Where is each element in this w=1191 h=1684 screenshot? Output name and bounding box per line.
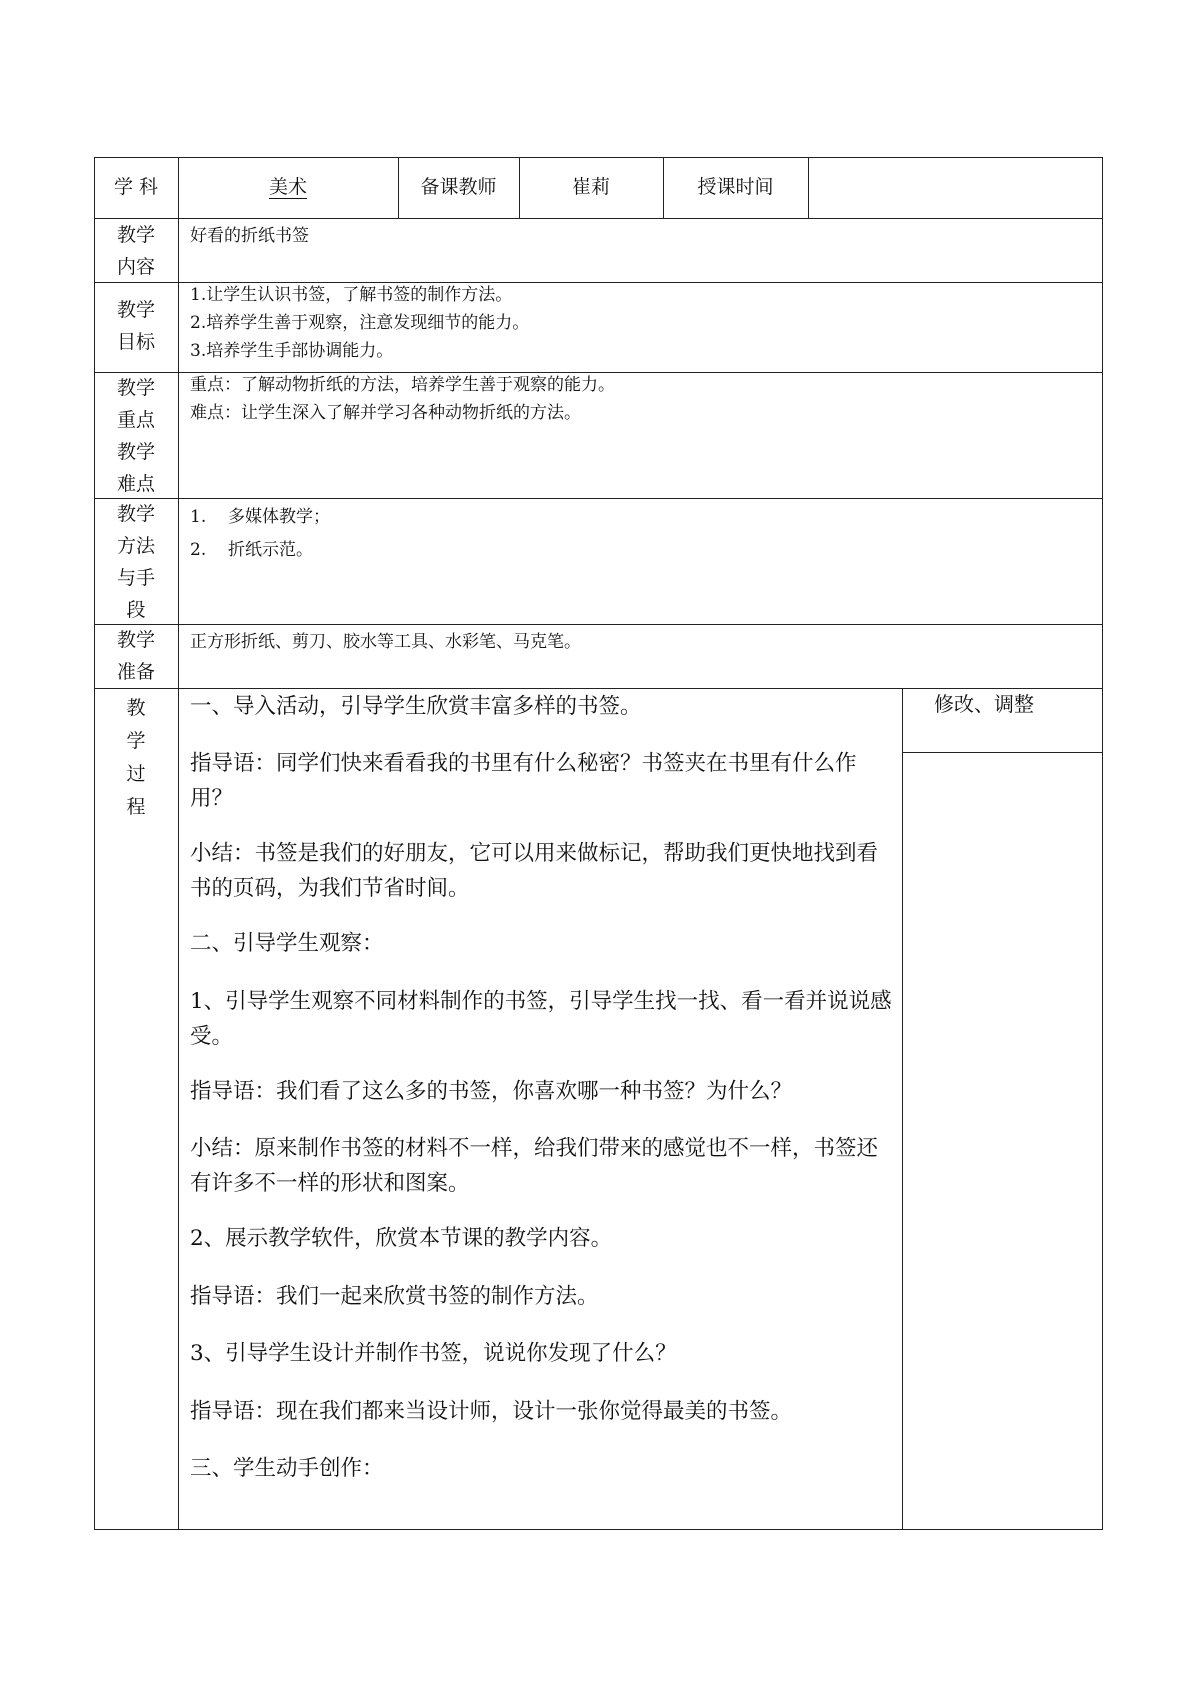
table-border-bottom xyxy=(94,1529,1103,1530)
label-line: 教学 xyxy=(116,299,155,321)
label-line: 学 xyxy=(126,730,146,752)
label-line: 教学 xyxy=(116,224,155,246)
table-border-left xyxy=(94,157,95,1530)
teacher-value: 崔莉 xyxy=(571,176,610,198)
keypoint-item: 难点：让学生深入了解并学习各种动物折纸的方法。 xyxy=(190,403,581,423)
methods-label xyxy=(94,498,178,626)
process-paragraph: 指导语：现在我们都来当设计师，设计一张你觉得最美的书签。 xyxy=(190,1399,793,1424)
process-paragraph: 1、引导学生观察不同材料制作的书签，引导学生找一找、看一看并说说感受。 xyxy=(190,989,892,1049)
goal-item: 1.让学生认识书签，了解书签的制作方法。 xyxy=(190,285,513,305)
label-line: 方法 xyxy=(116,535,155,557)
content-label xyxy=(94,219,178,283)
method-item xyxy=(190,534,330,567)
process-label xyxy=(94,692,178,824)
process-paragraph: 2、展示教学软件，欣赏本节课的教学内容。 xyxy=(190,1226,613,1251)
label-line: 与手 xyxy=(116,567,155,589)
goals-list xyxy=(190,281,529,365)
label-line: 教 xyxy=(126,697,146,719)
side-header: 修改、调整 xyxy=(934,692,1034,716)
table-line xyxy=(94,218,1103,219)
table-line xyxy=(94,624,1103,625)
label-line: 目标 xyxy=(116,331,155,353)
process-paragraph: 指导语：我们看了这么多的书签，你喜欢哪一种书签？为什么？ xyxy=(190,1079,793,1104)
goal-item: 2.培养学生善于观察，注意发现细节的能力。 xyxy=(190,313,530,333)
process-paragraph: 小结：原来制作书签的材料不一样，给我们带来的感觉也不一样，书签还有许多不一样的形状和图案。 xyxy=(190,1136,879,1196)
process-paragraph: 3、引导学生设计并制作书签，说说你发现了什么？ xyxy=(190,1341,677,1366)
method-text: 多媒体教学； xyxy=(228,507,330,527)
prep-text: 正方形折纸、剪刀、胶水等工具、水彩笔、马克笔。 xyxy=(190,632,581,652)
process-paragraph: 指导语：我们一起来欣赏书签的制作方法。 xyxy=(190,1284,599,1309)
process-paragraph: 三、学生动手创作： xyxy=(190,1456,384,1481)
teacher-label: 备课教师 xyxy=(420,176,497,198)
method-number: 1. xyxy=(190,507,207,527)
label-line: 教学 xyxy=(116,441,155,463)
label-line: 段 xyxy=(126,599,146,621)
keypoints-label xyxy=(94,372,178,500)
label-line: 教学 xyxy=(116,629,155,651)
keypoint-item: 重点：了解动物折纸的方法，培养学生善于观察的能力。 xyxy=(190,375,615,395)
table-line xyxy=(94,498,1103,499)
label-line: 重点 xyxy=(116,409,155,431)
process-paragraph: 小结：书签是我们的好朋友，它可以用来做标记，帮助我们更快地找到看书的页码，为我们节省时间。 xyxy=(190,841,879,901)
label-line: 难点 xyxy=(116,473,155,495)
methods-list xyxy=(190,501,330,567)
method-text: 折纸示范。 xyxy=(228,540,313,560)
process-paragraph: 指导语：同学们快来看看我的书里有什么秘密？书签夹在书里有什么作用？ xyxy=(190,751,857,811)
time-label: 授课时间 xyxy=(697,176,774,198)
method-number: 2. xyxy=(190,540,207,560)
prep-label xyxy=(94,624,178,688)
process-paragraph: 二、引导学生观察： xyxy=(190,931,384,956)
side-column-line xyxy=(902,688,903,1530)
label-line: 内容 xyxy=(116,256,155,278)
method-item xyxy=(190,501,330,534)
goal-item: 3.培养学生手部协调能力。 xyxy=(190,341,394,361)
label-line: 准备 xyxy=(116,661,155,683)
side-header-line xyxy=(902,752,1103,753)
header-cell-line xyxy=(808,157,809,218)
label-line: 程 xyxy=(126,796,146,818)
label-line: 教学 xyxy=(116,377,155,399)
process-paragraph: 一、导入活动，引导学生欣赏丰富多样的书签。 xyxy=(190,694,642,719)
table-border-right xyxy=(1102,157,1103,1530)
label-line: 过 xyxy=(126,763,146,785)
keypoints-list xyxy=(190,371,615,427)
goals-label xyxy=(94,294,178,358)
table-border-top xyxy=(94,157,1103,158)
content-text: 好看的折纸书签 xyxy=(190,226,309,246)
label-line: 教学 xyxy=(116,503,155,525)
label-column-line xyxy=(178,157,179,1530)
subject-label: 学 科 xyxy=(113,176,159,198)
subject-value: 美术 xyxy=(268,176,307,198)
